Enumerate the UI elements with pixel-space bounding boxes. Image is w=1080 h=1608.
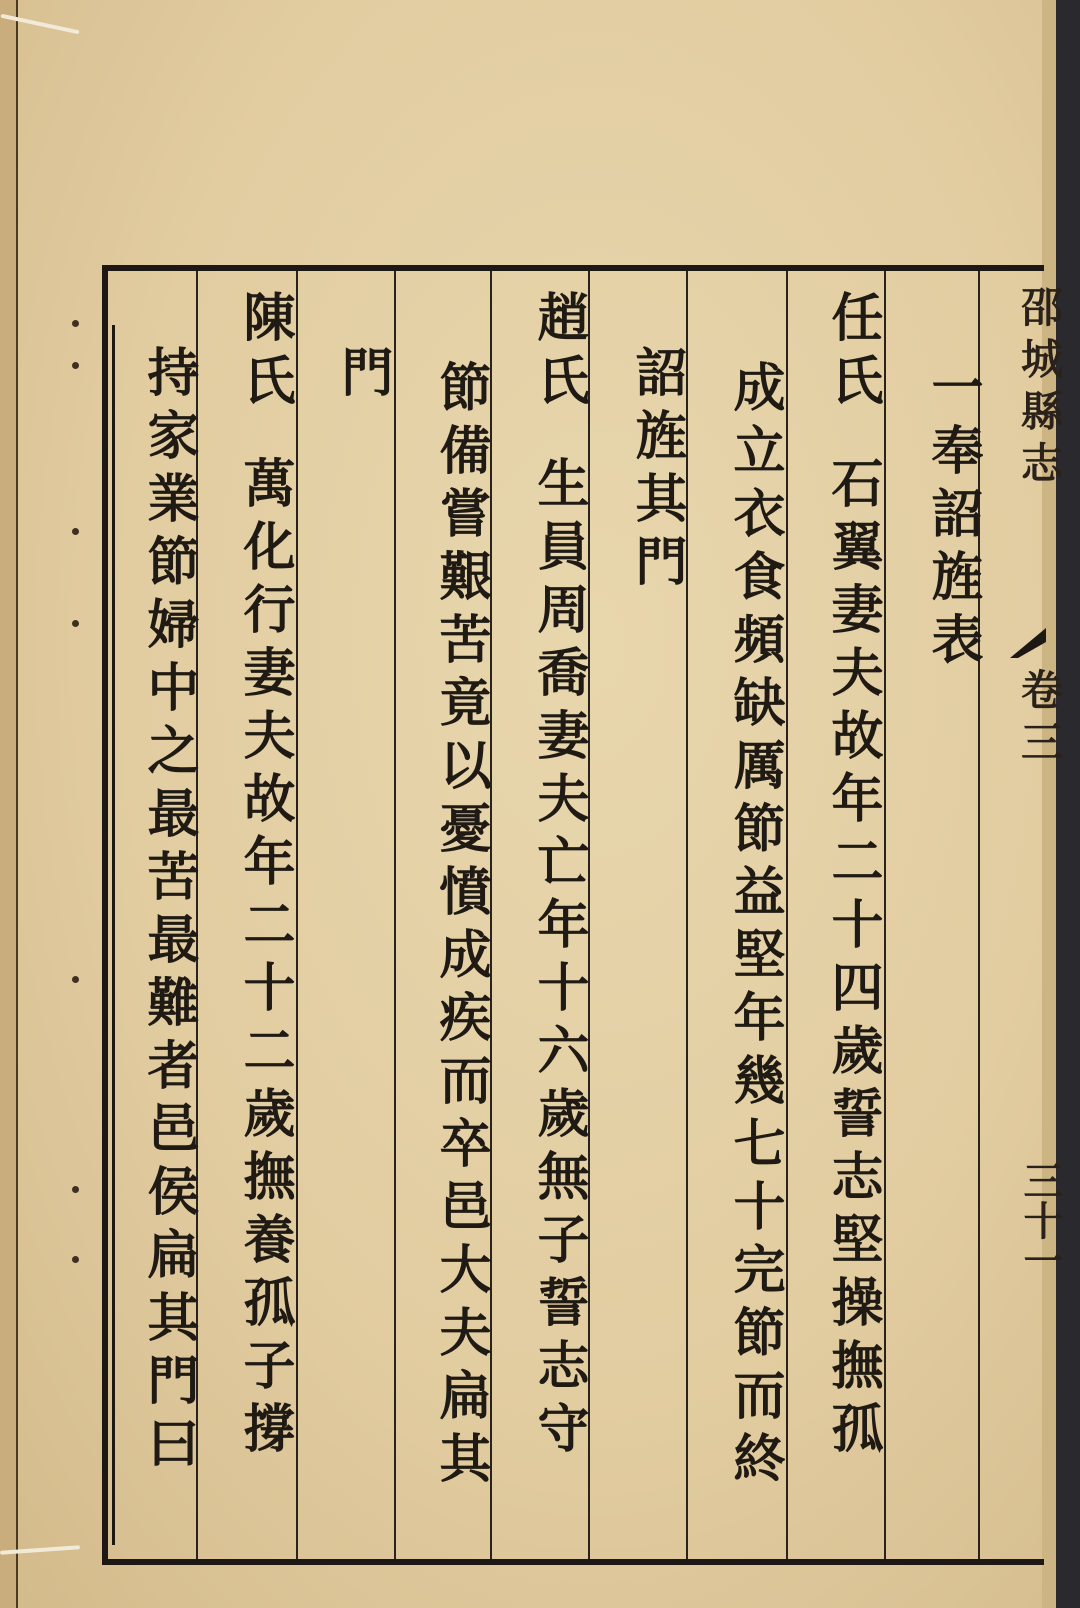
column-text: 詔旌其門 [626, 345, 686, 597]
text-column-2 [808, 290, 882, 1464]
column-text: 萬化行妻夫故年二十二歲撫養孤子撐 [234, 456, 294, 1464]
stitch-hole [72, 976, 79, 983]
column-rule [884, 271, 886, 1559]
text-column-9 [124, 345, 198, 1479]
text-column-5 [514, 290, 588, 1464]
folio-number: 三十一 [1017, 1160, 1063, 1280]
column-rule [490, 271, 492, 1559]
frame-left-inner-border [112, 325, 115, 1545]
text-column-6 [416, 360, 490, 1494]
column-rule [686, 271, 688, 1559]
entry-name: 陳氏 [234, 290, 294, 416]
text-column-1 [908, 360, 982, 675]
text-column-7 [318, 345, 392, 408]
column-rule [394, 271, 396, 1559]
column-text: 成立衣食頻缺厲節益堅年幾七十完節而終 [724, 360, 784, 1494]
stitch-hole [72, 620, 79, 627]
column-text: 門 [332, 345, 392, 408]
text-column-3 [710, 360, 784, 1494]
stitch-hole [72, 1186, 79, 1193]
column-text: 石翼妻夫故年二十四歲誓志堅操撫孤 [822, 456, 882, 1464]
frame-bottom-border [102, 1559, 1044, 1565]
binding-fold [0, 0, 18, 1608]
entry-name: 趙氏 [528, 290, 588, 416]
text-column-8 [220, 290, 294, 1464]
column-rule [296, 271, 298, 1559]
column-text: 節備嘗艱苦竟以憂憤成疾而卒邑大夫扁其 [430, 360, 490, 1494]
stitch-hole [72, 1256, 79, 1263]
book-title: 邵城縣志 [1015, 285, 1064, 493]
frame-left-border [102, 265, 108, 1565]
page-edge-strip [1042, 0, 1056, 1608]
column-text: 一奉詔旌表 [922, 360, 982, 675]
stitch-hole [72, 528, 79, 535]
fish-tail-mark [1010, 628, 1046, 658]
column-text: 生員周喬妻夫亡年十六歲無子誓志守 [528, 456, 588, 1464]
volume-label: 卷三 [1015, 668, 1064, 772]
stitch-hole [72, 362, 79, 369]
frame-top-border [102, 265, 1044, 271]
text-column-4 [612, 345, 686, 597]
entry-name: 任氏 [822, 290, 882, 416]
column-rule [588, 271, 590, 1559]
column-rule [786, 271, 788, 1559]
stitch-hole [72, 320, 79, 327]
column-text: 持家業節婦中之最苦最難者邑侯扁其門曰 [138, 345, 198, 1479]
